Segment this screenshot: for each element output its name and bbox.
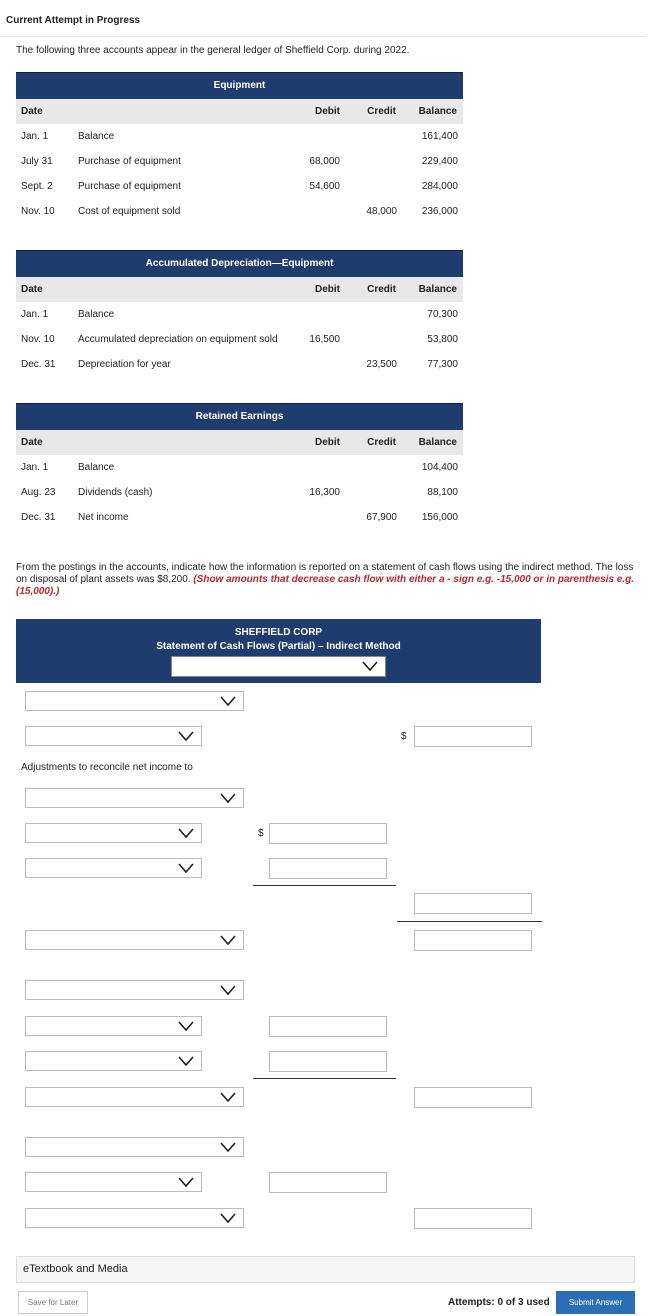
ledger-accumulated-depreciation	[16, 250, 463, 377]
col-debit: Debit	[315, 437, 340, 448]
amount-input[interactable]	[269, 1172, 387, 1193]
col-date: Date	[21, 437, 43, 448]
row-date: Dec. 31	[21, 359, 56, 370]
row-desc: Balance	[78, 462, 115, 473]
currency-symbol: $	[401, 731, 407, 742]
row-date: Nov. 10	[21, 334, 55, 345]
ledger-row	[16, 505, 463, 530]
ledger-header	[16, 99, 463, 124]
amount-input[interactable]	[414, 1087, 532, 1108]
ledger-header	[16, 277, 463, 302]
line-item-select[interactable]	[25, 788, 244, 808]
row-desc: Balance	[78, 131, 115, 142]
row-date: Dec. 31	[21, 512, 56, 523]
amount-input[interactable]	[269, 1016, 387, 1037]
row-date: Jan. 1	[21, 462, 49, 473]
row-balance: 53,800	[427, 334, 458, 345]
ledger-row	[16, 302, 463, 327]
col-date: Date	[21, 106, 43, 117]
row-balance: 229,400	[421, 156, 458, 167]
chevron-down-icon	[177, 1176, 195, 1188]
chevron-down-icon	[177, 1055, 195, 1067]
chevron-down-icon	[219, 1212, 237, 1224]
line-item-select[interactable]	[25, 930, 244, 950]
row-desc: Balance	[78, 309, 115, 320]
chevron-down-icon	[177, 730, 195, 742]
ledger-row	[16, 199, 463, 224]
row-desc: Purchase of equipment	[78, 156, 181, 167]
col-credit: Credit	[367, 106, 396, 117]
row-desc: Net income	[78, 512, 129, 523]
chevron-down-icon	[219, 1141, 237, 1153]
col-credit: Credit	[367, 284, 396, 295]
row-desc: Dividends (cash)	[78, 487, 153, 498]
ledger-equipment	[16, 72, 463, 224]
row-debit: 16,500	[309, 334, 340, 345]
attempts-counter: Attempts: 0 of 3 used	[448, 1297, 550, 1308]
ledger-row	[16, 480, 463, 505]
col-debit: Debit	[315, 284, 340, 295]
line-item-select[interactable]	[25, 980, 244, 1000]
line-item-select[interactable]	[25, 858, 202, 878]
chevron-down-icon	[219, 1091, 237, 1103]
line-item-select[interactable]	[25, 1172, 202, 1192]
col-balance: Balance	[418, 437, 457, 448]
instructions-hint: (Show amounts that decrease cash flow with either a - sign e.g. -15,000 or in parenthesis e.g. (15,000).)	[16, 574, 635, 597]
submit-answer-button[interactable]: Submit Answer	[556, 1291, 635, 1314]
adjustments-label: Adjustments to reconcile net income to	[21, 762, 193, 773]
ledger-title: Accumulated Depreciation—Equipment	[16, 250, 463, 277]
ledger-row	[16, 124, 463, 149]
row-desc: Purchase of equipment	[78, 181, 181, 192]
col-balance: Balance	[418, 284, 457, 295]
row-balance: 70,300	[427, 309, 458, 320]
intro-text: The following three accounts appear in the general ledger of Sheffield Corp. during 2022.	[16, 45, 410, 56]
amount-input[interactable]	[414, 893, 532, 914]
currency-symbol: $	[258, 828, 264, 839]
ledger-row	[16, 352, 463, 377]
row-credit: 23,500	[366, 359, 397, 370]
chevron-down-icon	[177, 827, 195, 839]
chevron-down-icon	[219, 695, 237, 707]
row-balance: 161,400	[421, 131, 458, 142]
ledger-row	[16, 149, 463, 174]
col-credit: Credit	[367, 437, 396, 448]
row-date: Jan. 1	[21, 131, 49, 142]
divider	[0, 36, 646, 37]
row-balance: 88,100	[427, 487, 458, 498]
attempt-status: Current Attempt in Progress	[6, 15, 141, 26]
row-desc: Accumulated depreciation on equipment sold	[78, 334, 278, 345]
row-balance: 236,000	[421, 206, 458, 217]
chevron-down-icon	[177, 1020, 195, 1032]
col-balance: Balance	[418, 106, 457, 117]
row-date: Nov. 10	[21, 206, 55, 217]
chevron-down-icon	[219, 792, 237, 804]
statement-title: Statement of Cash Flows (Partial) – Indirect Method	[156, 641, 401, 652]
row-balance: 284,000	[421, 181, 458, 192]
line-item-select[interactable]	[25, 1087, 244, 1107]
amount-input[interactable]	[414, 1208, 532, 1229]
line-item-select[interactable]	[25, 1051, 202, 1071]
subtotal-line	[397, 921, 542, 922]
chevron-down-icon	[219, 934, 237, 946]
row-debit: 54,600	[309, 181, 340, 192]
row-desc: Depreciation for year	[78, 359, 171, 370]
row-debit: 68,000	[309, 156, 340, 167]
period-select[interactable]	[171, 656, 386, 677]
ledger-retained-earnings	[16, 403, 463, 530]
instructions-text: From the postings in the accounts, indicate how the information is reported on a statement of cash flows using the indirect method. The loss on disposal of plant assets was $8,200.	[16, 562, 634, 585]
col-debit: Debit	[315, 106, 340, 117]
ledger-row	[16, 327, 463, 352]
chevron-down-icon	[361, 660, 379, 672]
amount-input[interactable]	[269, 858, 387, 879]
row-balance: 156,000	[421, 512, 458, 523]
subtotal-line	[253, 885, 396, 886]
row-debit: 16,300	[309, 487, 340, 498]
ledger-title: Retained Earnings	[16, 403, 463, 430]
line-item-select[interactable]	[25, 691, 244, 711]
company-name: SHEFFIELD CORP	[234, 627, 323, 638]
row-balance: 77,300	[427, 359, 458, 370]
chevron-down-icon	[177, 862, 195, 874]
col-date: Date	[21, 284, 43, 295]
chevron-down-icon	[219, 984, 237, 996]
amount-input[interactable]	[414, 930, 532, 951]
etextbook-media-link[interactable]: eTextbook and Media	[16, 1256, 635, 1283]
ledger-row	[16, 174, 463, 199]
save-for-later-button[interactable]: Save for Later	[18, 1291, 88, 1314]
line-item-select[interactable]	[25, 1016, 202, 1036]
row-date: Sept. 2	[21, 181, 53, 192]
row-date: Aug. 23	[21, 487, 56, 498]
ledger-header	[16, 430, 463, 455]
subtotal-line	[253, 1078, 396, 1079]
line-item-select[interactable]	[25, 1208, 244, 1228]
row-credit: 48,000	[366, 206, 397, 217]
row-desc: Cost of equipment sold	[78, 206, 181, 217]
line-item-select[interactable]	[25, 1137, 244, 1157]
row-date: July 31	[21, 156, 53, 167]
ledger-title: Equipment	[16, 72, 463, 99]
line-item-select[interactable]	[25, 823, 202, 843]
row-credit: 67,900	[366, 512, 397, 523]
ledger-row	[16, 455, 463, 480]
instructions	[16, 562, 641, 598]
amount-input[interactable]	[269, 1051, 387, 1072]
amount-input[interactable]	[269, 823, 387, 844]
row-balance: 104,400	[421, 462, 458, 473]
row-date: Jan. 1	[21, 309, 49, 320]
line-item-select[interactable]	[25, 726, 202, 746]
amount-input[interactable]	[414, 726, 532, 747]
